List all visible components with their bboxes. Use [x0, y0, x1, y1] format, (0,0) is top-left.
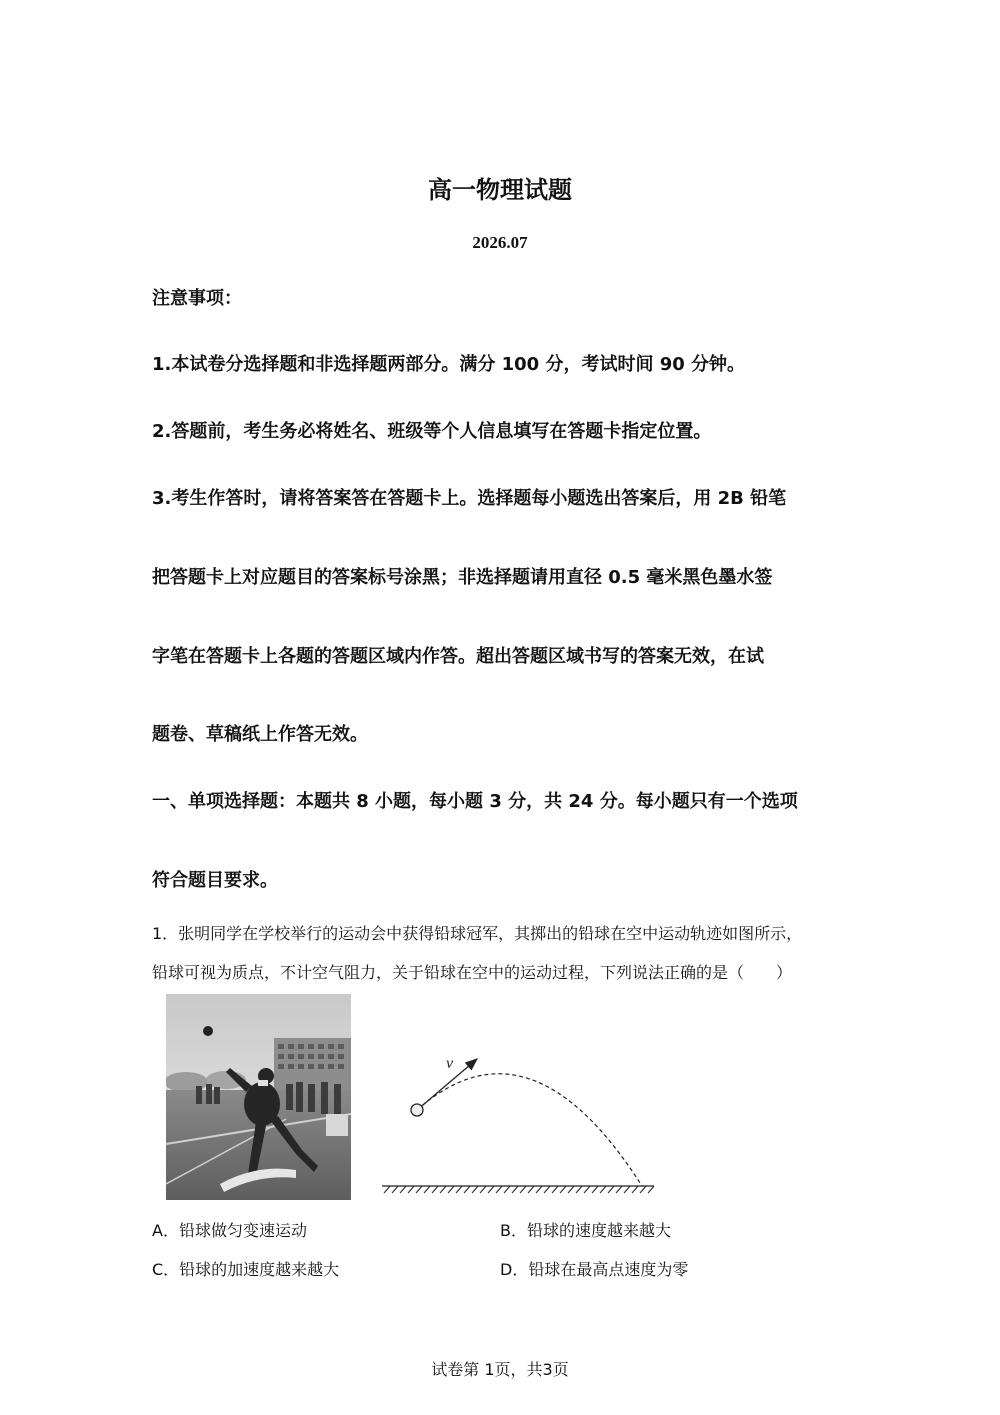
page-footer: 试卷第 1页，共3页 [431, 1360, 569, 1379]
notice-item-3-line-1: 3.考生作答时，请将答案答在答题卡上。选择题每小题选出答案后，用 2B 铅笔 [152, 488, 787, 509]
trajectory-diagram [380, 1040, 660, 1200]
question-1-stem-line-1: 1．张明同学在学校举行的运动会中获得铅球冠军，其掷出的铅球在空中运动轨迹如图所示， [152, 924, 803, 943]
ground-hatch-mark [584, 1186, 590, 1193]
ground-hatch-mark [520, 1186, 526, 1193]
option-d: D．铅球在最高点速度为零 [500, 1260, 689, 1279]
option-b: B．铅球的速度越来越大 [500, 1221, 671, 1240]
ground-hatch-mark [640, 1186, 646, 1193]
ground-hatch-mark [568, 1186, 574, 1193]
ground-hatch-mark [400, 1186, 406, 1193]
notice-item-3-line-3: 字笔在答题卡上各题的答题区域内作答。超出答题区域书写的答案无效，在试 [152, 646, 764, 667]
notice-item-2: 2.答题前，考生务必将姓名、班级等个人信息填写在答题卡指定位置。 [152, 421, 712, 442]
velocity-label: v [446, 1055, 454, 1072]
trajectory-curve [417, 1074, 642, 1186]
exam-date: 2026.07 [472, 233, 528, 252]
ground-hatch-mark [424, 1186, 430, 1193]
question-1-stem-line-2: 铅球可视为质点，不计空气阻力，关于铅球在空中的运动过程，下列说法正确的是（ ） [152, 963, 793, 982]
ground-hatch-mark [552, 1186, 558, 1193]
ground-hatch-mark [592, 1186, 598, 1193]
notice-item-1: 1.本试卷分选择题和非选择题两部分。满分 100 分，考试时间 90 分钟。 [152, 354, 746, 375]
option-c: C．铅球的加速度越来越大 [152, 1260, 340, 1279]
ground-hatch-mark [560, 1186, 566, 1193]
section-heading-line-2: 符合题目要求。 [152, 870, 278, 891]
ground-hatch-mark [448, 1186, 454, 1193]
ground-hatch-mark [608, 1186, 614, 1193]
ground-hatch-mark [512, 1186, 518, 1193]
ground-hatch-mark [632, 1186, 638, 1193]
ground-hatch-mark [480, 1186, 486, 1193]
ground-hatch-mark [488, 1186, 494, 1193]
notice-item-3-line-2: 把答题卡上对应题目的答案标号涂黑；非选择题请用直径 0.5 毫米黑色墨水签 [152, 567, 773, 588]
ground-hatch-mark [464, 1186, 470, 1193]
ground-hatch-mark [440, 1186, 446, 1193]
ground-hatch-mark [408, 1186, 414, 1193]
ground-hatch-mark [600, 1186, 606, 1193]
ground-hatch-mark [416, 1186, 422, 1193]
option-a: A．铅球做匀变速运动 [152, 1221, 307, 1240]
page-title: 高一物理试题 [428, 176, 572, 204]
ground-hatch-mark [648, 1186, 654, 1193]
ground-hatch-mark [504, 1186, 510, 1193]
ground-hatch-mark [624, 1186, 630, 1193]
ground-hatch-mark [456, 1186, 462, 1193]
notice-item-3-line-4: 题卷、草稿纸上作答无效。 [152, 724, 368, 745]
shot-put-photo [166, 994, 351, 1200]
ground-hatch-mark [528, 1186, 534, 1193]
ground-hatch-mark [616, 1186, 622, 1193]
ground-hatch-mark [576, 1186, 582, 1193]
ground-hatch-mark [536, 1186, 542, 1193]
shot-ball [411, 1104, 423, 1116]
section-heading-line-1: 一、单项选择题：本题共 8 小题，每小题 3 分，共 24 分。每小题只有一个选项 [152, 791, 798, 812]
ground-hatch-mark [392, 1186, 398, 1193]
ground-hatch-mark [472, 1186, 478, 1193]
notice-heading: 注意事项： [152, 288, 242, 309]
ground-hatch-mark [384, 1186, 390, 1193]
ground-hatch-mark [496, 1186, 502, 1193]
ground-hatch-mark [544, 1186, 550, 1193]
ground-hatch-mark [432, 1186, 438, 1193]
